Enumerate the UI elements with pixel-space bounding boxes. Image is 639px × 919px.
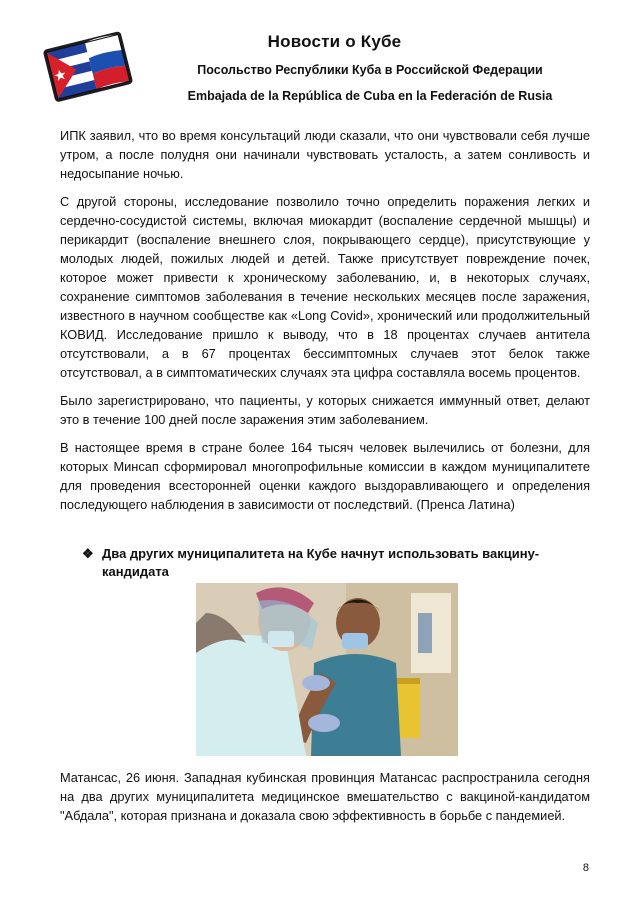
paragraph: Было зарегистрировано, что пациенты, у которых снижается иммунный ответ, делают это в течение 100 дней после заражения этим заболеванием.	[60, 393, 590, 427]
vaccination-photo	[196, 583, 458, 756]
page-title: Новости о Кубе	[267, 32, 402, 51]
page-number: 8	[582, 862, 589, 874]
section-heading	[82, 545, 562, 581]
paragraph: ИПК заявил, что во время консультаций люди сказали, что они чувствовали себя лучше утром, а после полудня они начинали чувствовать усталость, а затем сонливость и недосыпание ночью.	[60, 128, 590, 181]
paragraph: В настоящее время в стране более 164 тысяч человек вылечились от болезни, для которых Минсап сформировал многопрофильные комиссии в каждом муниципалитете для проведения всесторонней оценки каждого выздоравливающего и определения последующего наблюдения в зависимости от последствий. (Пренса Латина)	[60, 440, 590, 512]
bullet-diamond-icon: ❖	[82, 546, 94, 561]
section-heading-text: Два других муниципалитета на Кубе начнут использовать вакцину-кандидата	[102, 546, 540, 579]
paragraph: Матансас, 26 июня. Западная кубинская провинция Матансас распространила сегодня на два других муниципалитета медицинское вмешательство с вакциной-кандидатом "Абдала", которая признана и доказала свою эффективность в борьбе с пандемией.	[60, 770, 590, 823]
embassy-name-ru: Посольство Республики Куба в Российской Федерации	[197, 63, 543, 77]
article-body	[60, 126, 590, 523]
article-body-continued	[60, 768, 590, 825]
embassy-name-es: Embajada de la República de Cuba en la Federación de Rusia	[187, 89, 553, 103]
paragraph: С другой стороны, исследование позволило точно определить поражения легких и сердечно-сосудистой системы, включая миокардит (воспаление сердечной мышцы) и перикардит (воспаление внешнего слоя, покрывающего сердце), присутствующие у молодых людей, пожилых людей и детей. Также присутствует повреждение почек, которое может привести к хроническому заболеванию, и, в некоторых случаях, сохранение симптомов заболевания в течение нескольких месяцев после заражения, известного в научном сообществе как «Long Covid», хронический или продолжительный КОВИД. Исследование пришло к выводу, что в 18 процентах случаев антитела отсутствовали, а в 67 процентах бессимптомных случаев этот белок также отсутствовал, а в симптоматических случаях эта цифра составляла восемь процентов.	[60, 194, 590, 380]
